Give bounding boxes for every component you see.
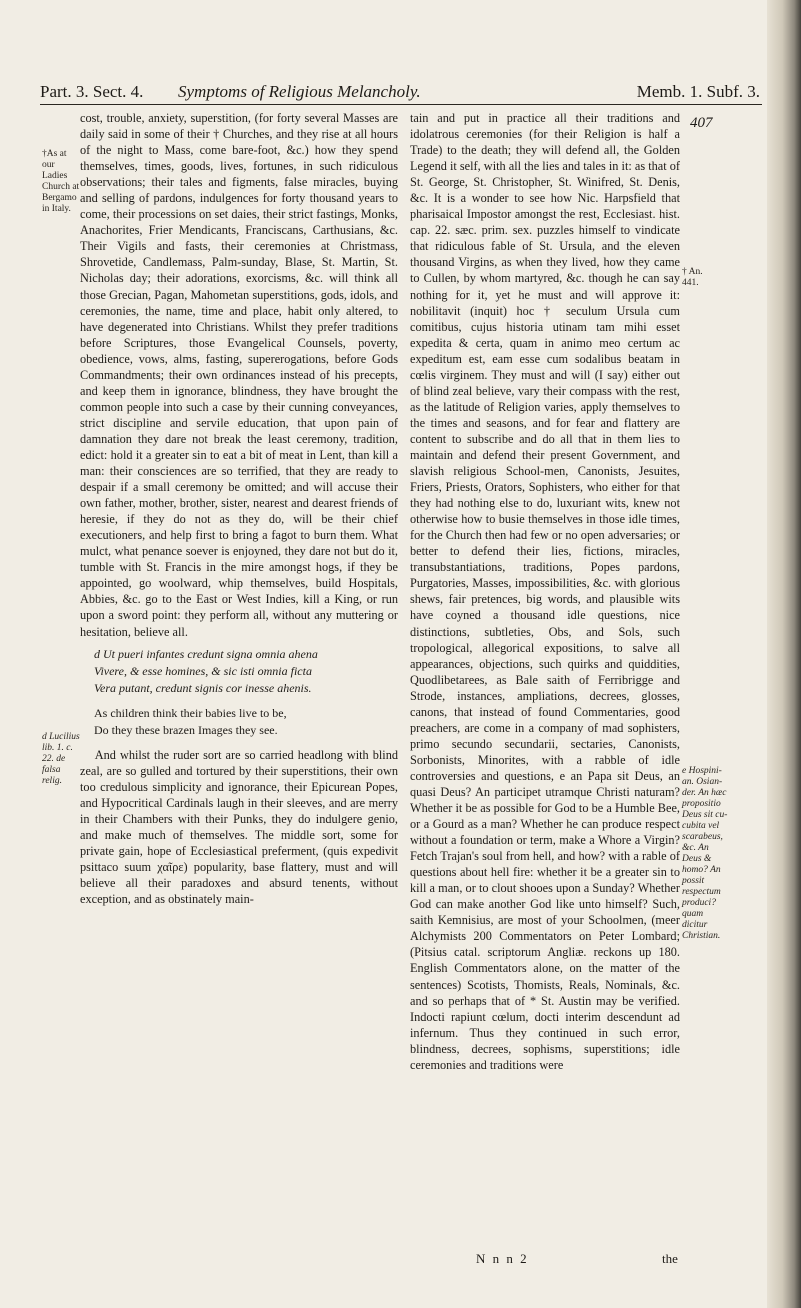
header-title: Symptoms of Religious Melancholy. — [178, 82, 421, 101]
paragraph: And whilst the ruder sort are so carried headlong with blind zeal, are so gulled and tortured by their superstitions, their own too credulous simplicity and ignorance, their Epicurean Popes, and Hypocritical Cardinals laugh in their sleeves, and are merry in their Chambers with their Punks, they do indulgere genio, and make much of themselves. The middle sort, some for private gain, hope of Ecclesiastical preferment, (quis expedivit psittaco suum χαῖρε) popularity, base flattery, must and will believe all their paradoxes and absurd tenents, without exception, and as obstinately main- — [80, 747, 398, 906]
margin-note: d Lucilius lib. 1. c. 22. de falsa relig. — [42, 732, 80, 786]
book-spine-shadow — [767, 0, 801, 1308]
margin-note: †As at our Ladies Church at Bergamo in Italy. — [42, 149, 80, 214]
header-rule — [40, 104, 762, 105]
catchword: the — [662, 1251, 678, 1266]
verse-line: Vera putant, credunt signis cor inesse ahenis. — [94, 680, 312, 695]
english-verse — [94, 705, 398, 739]
paragraph: tain and put in practice all their traditions and idolatrous ceremonies (for their Religion is half a Trade) to the death; they will defend all, the Golden Legend it self, with all the lies and tales in it: as that of St. George, St. Christopher, St. Winifred, St. Denis, &c. It is a wonder to see how Nic. Harpsfield that pharisaical Impostor amongst the rest, Ecclesiast. hist. cap. 22. sæc. prim. sex. puzzles himself to vindicate that ridiculous fable of St. Ursula, and the eleven thousand Virgins, as when they lived, how they came to Cullen, by whom martyred, &c. though he can say nothing for it, yet he must and will approve it: nobilitavit (inquit) hoc † seculum Ursula cum comitibus, cujus historia utinam tam mihi esset expedita & certa, quam in animo meo certum ac expeditum est, eam esse cum sodalibus beatam in cœlis virginem. They must and will (I say) either out of blind zeal believe, vary their compass with the rest, as the latitude of Religion varies, apply themselves to the times and seasons, and for fear and flattery are content to subscribe and do all that in them lies to maintain and defend their present Government, and slavish religious School-men, Canonists, Jesuites, Friers, Priests, Orators, Sophisters, who either for that they had nothing else to do, luxuriant wits, knew not otherwise how to busie themselves in those idle times, for the Church then had few or no open adversaries; or better to defend their lies, fictions, miracles, transubstantiations, traditions, Popes pardons, Purgatories, Masses, impossibilities, &c. with glorious shews, fair pretences, big words, and plausible wits have coyned a thousand idle questions, nice distinctions, subtleties, Obs, and Sols, such tropological, allegorical expositions, to salve all appearances, objections, such quirks and quiddities, Quodlibetarees, as Bale saith of Ferribrigge and Strode, instances, ampliations, decrees, glosses, canons, that instead of found Commentaries, good preachers, are come in a company of mad sophisters, primo secundo secundarii, sectaries, Canonists, Sorbonists, Minorites, with a rabble of idle controversies and questions, e an Papa sit Deus, an quasi Deus? An participet utramque Christi naturam? Whether it be as possible for God to be a Humble Bee, or a Gourd as a man? Whether he can produce respect without a foundation or term, make a Whore a Virgin? Fetch Trajan's soul from hell, and how? with a rable of questions about hell fire: whether it be a greater sin to kill a man, or to clout shooes upon a Sunday? Whether God can make another God like unto himself? Such, saith Kemnisius, are most of your Schoolmen, (meer Alchymists 200 Commentators on Peter Lombard; (Pitsius catal. scriptorum Angliæ. reckons up 180. English Commentators alone, on the matter of the sentences) Scotists, Thomists, Reals, Nominals, &c. and so perhaps that of * St. Austin may be verified. Indocti rapiunt cœlum, docti interim descendunt ad infernum. Thus they continued in such error, blindness, decrees, sophisms, superstitions; idle ceremonies and traditions were — [410, 111, 680, 1072]
margin-note: e Hospini-an. Osian-der. An hæc propositio Deus sit cu-cubita vel scarabeus, &c. An Deus & homo? An possit respectum produci? quam dicitur Christian. — [682, 766, 728, 941]
verse-line: As children think their babies live to be, — [94, 705, 287, 720]
verse-line: Vivere, & esse homines, & sic isti omnia ficta — [94, 663, 312, 678]
verse-line: Do they these brazen Images they see. — [94, 722, 278, 737]
header-member-subsection: Memb. 1. Subf. 3. — [636, 82, 760, 101]
latin-verse — [94, 646, 398, 697]
paragraph: cost, trouble, anxiety, superstition, (for forty several Masses are daily said in some of their † Churches, and they rise at all hours of the night to Mass, come bare-foot, &c.) how they spend themselves, times, goods, lives, fortunes, in such ridiculous observations; their tales and figments, false miracles, buying and selling of pardons, indulgences for forty thousand years to come, their processions on set daies, their strict fastings, Monks, Anachorites, Frier Mendicants, Franciscans, Carthusians, &c. Their Vigils and fasts, their ceremonies at Christmass, Shrovetide, Candlemass, Palm-sunday, Blase, St. Martin, St. Nicholas day; their adorations, exorcisms, &c. will think all those Grecian, Pagan, Mahometan superstitions, gods, idols, and ceremonies, the name, time and place, habit only altered, to have degenerated into Christians. Whilst they prefer traditions before Scriptures, those Evangelical Counsels, poverty, obedience, vows, alms, fasting, supererogations, before Gods Commandments; their own ordinances instead of his precepts, and keep them in ignorance, blindness, they have brought the common people into such a case by their cunning conveyances, strict discipline and servile education, that upon pain of damnation they dare not break the least ceremony, tradition, edict: hold it a greater sin to eat a bit of meat in Lent, than kill a man: their consciences are so terrified, that they are ready to despair if a small ceremony be omitted; and will accuse their own father, mother, brother, sister, nearest and dearest friends of heresie, if they do not as they do, will be their chief executioners, and help first to bring a fagot to burn them. What mulct, what penance soever is enjoyned, they dare not but do it, tumble with St. Francis in the mire amongst hogs, if they be appointed, go woolward, whip themselves, build Hospitals, Abbies, &c. go to the East or West Indies, kill a King, or run upon a sword point: they perform all, without any muttering or hesitation, believe all. — [80, 111, 398, 639]
verse-line: d Ut pueri infantes credunt signa omnia ahena — [94, 646, 318, 661]
left-column — [80, 110, 398, 911]
right-column — [410, 110, 680, 1077]
page-number: 407 — [690, 115, 713, 131]
margin-note: † An. 441. — [682, 267, 703, 288]
signature-mark: N n n 2 — [476, 1251, 529, 1266]
header-part-section: Part. 3. Sect. 4. — [40, 82, 144, 101]
